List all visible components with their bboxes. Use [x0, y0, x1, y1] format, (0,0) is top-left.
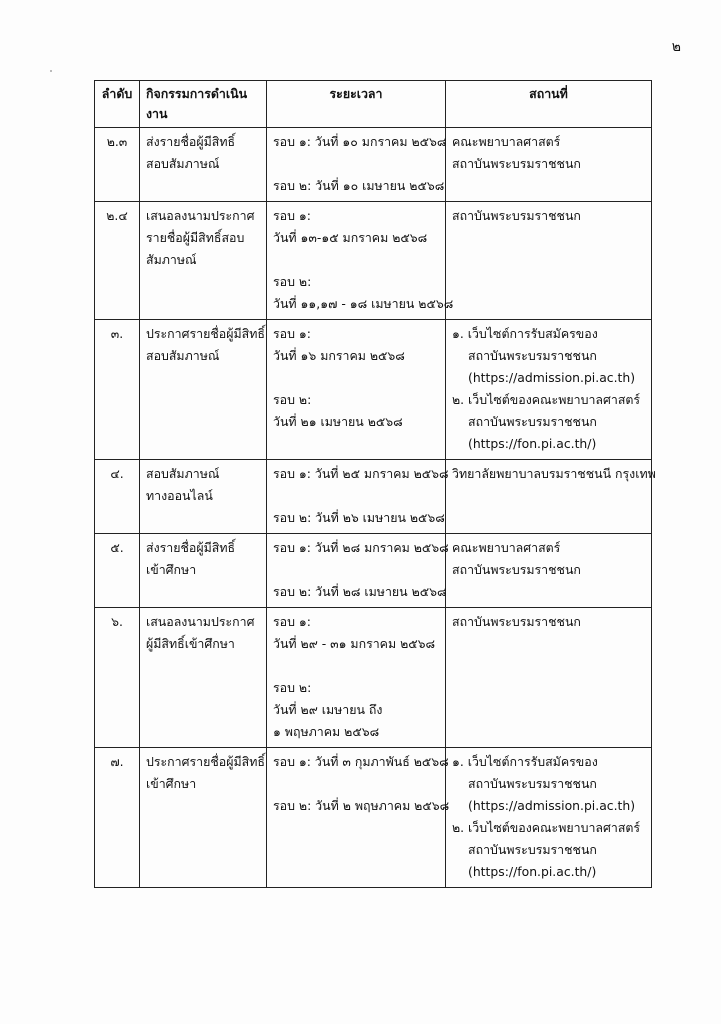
place-line: คณะพยาบาลศาสตร์	[452, 134, 561, 149]
period-cell	[267, 202, 454, 320]
activity-line: ทางออนไลน์	[146, 488, 213, 503]
place-line: สถาบันพระบรมราชชนก	[452, 208, 581, 223]
place-line: สถาบันพระบรมราชชนก	[452, 156, 581, 171]
place-cell	[446, 202, 652, 320]
activity-line: สัมภาษณ์	[146, 252, 197, 267]
activity-cell	[140, 748, 267, 888]
period-cell	[267, 534, 449, 608]
line-gap	[273, 773, 439, 795]
activity-cell	[140, 460, 267, 534]
activity-line: ส่งรายชื่อผู้มีสิทธิ์	[146, 540, 236, 555]
period-line: รอบ ๑: วันที่ ๓ กุมภาพันธ์ ๒๕๖๘	[273, 754, 449, 769]
period-line: วันที่ ๑๓-๑๕ มกราคม ๒๕๖๘	[273, 230, 428, 245]
table-row	[95, 320, 652, 460]
place-line: สถาบันพระบรมราชชนก	[468, 348, 597, 363]
activity-line: รายชื่อผู้มีสิทธิ์สอบ	[146, 230, 245, 245]
line-gap	[273, 655, 439, 677]
period-line: รอบ ๑: วันที่ ๑๐ มกราคม ๒๕๖๘	[273, 134, 447, 149]
period-line: วันที่ ๒๑ เมษายน ๒๕๖๘	[273, 414, 403, 429]
place-line: สถาบันพระบรมราชชนก	[452, 614, 581, 629]
activity-line: เสนอลงนามประกาศ	[146, 208, 255, 223]
place-line: ๒. เว็บไซต์ของคณะพยาบาลศาสตร์	[452, 392, 641, 407]
place-line: สถาบันพระบรมราชชนก	[452, 562, 581, 577]
table-row	[95, 460, 652, 534]
period-line: รอบ ๑: วันที่ ๒๘ มกราคม ๒๕๖๘	[273, 540, 449, 555]
place-line: (https://admission.pi.ac.th)	[468, 370, 636, 385]
place-line: สถาบันพระบรมราชชนก	[468, 776, 597, 791]
place-line: สถาบันพระบรมราชชนก	[468, 842, 597, 857]
page-number: ๒	[671, 39, 681, 55]
header-place: สถานที่	[446, 81, 652, 128]
row-number: ๔.	[95, 460, 140, 534]
activity-line: ประกาศรายชื่อผู้มีสิทธิ์	[146, 754, 265, 769]
header-period: ระยะเวลา	[267, 81, 446, 128]
row-number: ๖.	[95, 608, 140, 748]
period-line: รอบ ๒: วันที่ ๑๐ เมษายน ๒๕๖๘	[273, 178, 445, 193]
activity-cell	[140, 534, 267, 608]
period-line: รอบ ๑: วันที่ ๒๕ มกราคม ๒๕๖๘	[273, 466, 449, 481]
table-row	[95, 128, 652, 202]
activity-line: สอบสัมภาษณ์	[146, 466, 220, 481]
place-line: ๑. เว็บไซต์การรับสมัครของ	[452, 326, 598, 341]
place-cell	[446, 320, 652, 460]
period-line: รอบ ๒: วันที่ ๒๘ เมษายน ๒๕๖๘	[273, 584, 447, 599]
activity-line: เข้าศึกษา	[146, 562, 197, 577]
table-header-row	[95, 81, 652, 128]
period-line: รอบ ๒: วันที่ ๒๖ เมษายน ๒๕๖๘	[273, 510, 445, 525]
period-line: ๑ พฤษภาคม ๒๕๖๘	[273, 724, 380, 739]
place-line: คณะพยาบาลศาสตร์	[452, 540, 561, 555]
row-number: ๕.	[95, 534, 140, 608]
activity-line: เสนอลงนามประกาศ	[146, 614, 255, 629]
period-cell	[267, 748, 450, 888]
activity-cell	[140, 128, 267, 202]
activity-cell	[140, 202, 267, 320]
period-line: รอบ ๑:	[273, 326, 311, 341]
activity-line: ผู้มีสิทธิ์เข้าศึกษา	[146, 636, 235, 651]
activity-line: สอบสัมภาษณ์	[146, 348, 220, 363]
period-line: วันที่ ๒๙ - ๓๑ มกราคม ๒๕๖๘	[273, 636, 436, 651]
table-row	[95, 608, 652, 748]
period-line: รอบ ๒:	[273, 680, 312, 695]
place-cell	[446, 460, 656, 534]
period-line: รอบ ๒:	[273, 392, 312, 407]
period-line: รอบ ๑:	[273, 614, 311, 629]
line-gap	[273, 249, 439, 271]
place-line: วิทยาลัยพยาบาลบรมราชชนนี กรุงเทพ	[452, 466, 656, 481]
period-cell	[267, 128, 446, 202]
place-line: (https://fon.pi.ac.th/)	[468, 864, 597, 879]
period-line: รอบ ๒: วันที่ ๒ พฤษภาคม ๒๕๖๘	[273, 798, 450, 813]
period-cell	[267, 320, 446, 460]
table-row	[95, 202, 652, 320]
period-line: รอบ ๑:	[273, 208, 311, 223]
period-line: วันที่ ๒๙ เมษายน ถึง	[273, 702, 383, 717]
table-row	[95, 748, 652, 888]
row-number: ๒.๓	[95, 128, 140, 202]
activity-line: ส่งรายชื่อผู้มีสิทธิ์	[146, 134, 236, 149]
line-gap	[273, 367, 439, 389]
row-number: ๒.๔	[95, 202, 140, 320]
activity-cell	[140, 608, 267, 748]
place-line: ๑. เว็บไซต์การรับสมัครของ	[452, 754, 598, 769]
period-cell	[267, 608, 446, 748]
activity-cell	[140, 320, 267, 460]
period-line: วันที่ ๑๑,๑๗ - ๑๘ เมษายน ๒๕๖๘	[273, 296, 454, 311]
line-gap	[273, 485, 439, 507]
place-line: (https://fon.pi.ac.th/)	[468, 436, 597, 451]
header-activity: กิจกรรมการดำเนินงาน	[140, 81, 267, 128]
period-line: วันที่ ๑๖ มกราคม ๒๕๖๘	[273, 348, 405, 363]
place-line: (https://admission.pi.ac.th)	[468, 798, 636, 813]
header-no: ลำดับ	[95, 81, 140, 128]
place-line: สถาบันพระบรมราชชนก	[468, 414, 597, 429]
activity-line: ประกาศรายชื่อผู้มีสิทธิ์	[146, 326, 265, 341]
place-cell	[446, 128, 652, 202]
period-line: รอบ ๒:	[273, 274, 312, 289]
table-row	[95, 534, 652, 608]
period-cell	[267, 460, 449, 534]
place-cell	[446, 534, 652, 608]
place-cell	[446, 748, 652, 888]
line-gap	[273, 153, 439, 175]
schedule-body	[95, 128, 656, 888]
line-gap	[273, 559, 439, 581]
row-number: ๓.	[95, 320, 140, 460]
place-cell	[446, 608, 652, 748]
activity-line: สอบสัมภาษณ์	[146, 156, 220, 171]
scan-speck	[50, 70, 52, 72]
activity-line: เข้าศึกษา	[146, 776, 197, 791]
place-line: ๒. เว็บไซต์ของคณะพยาบาลศาสตร์	[452, 820, 641, 835]
row-number: ๗.	[95, 748, 140, 888]
schedule-table	[94, 80, 656, 888]
